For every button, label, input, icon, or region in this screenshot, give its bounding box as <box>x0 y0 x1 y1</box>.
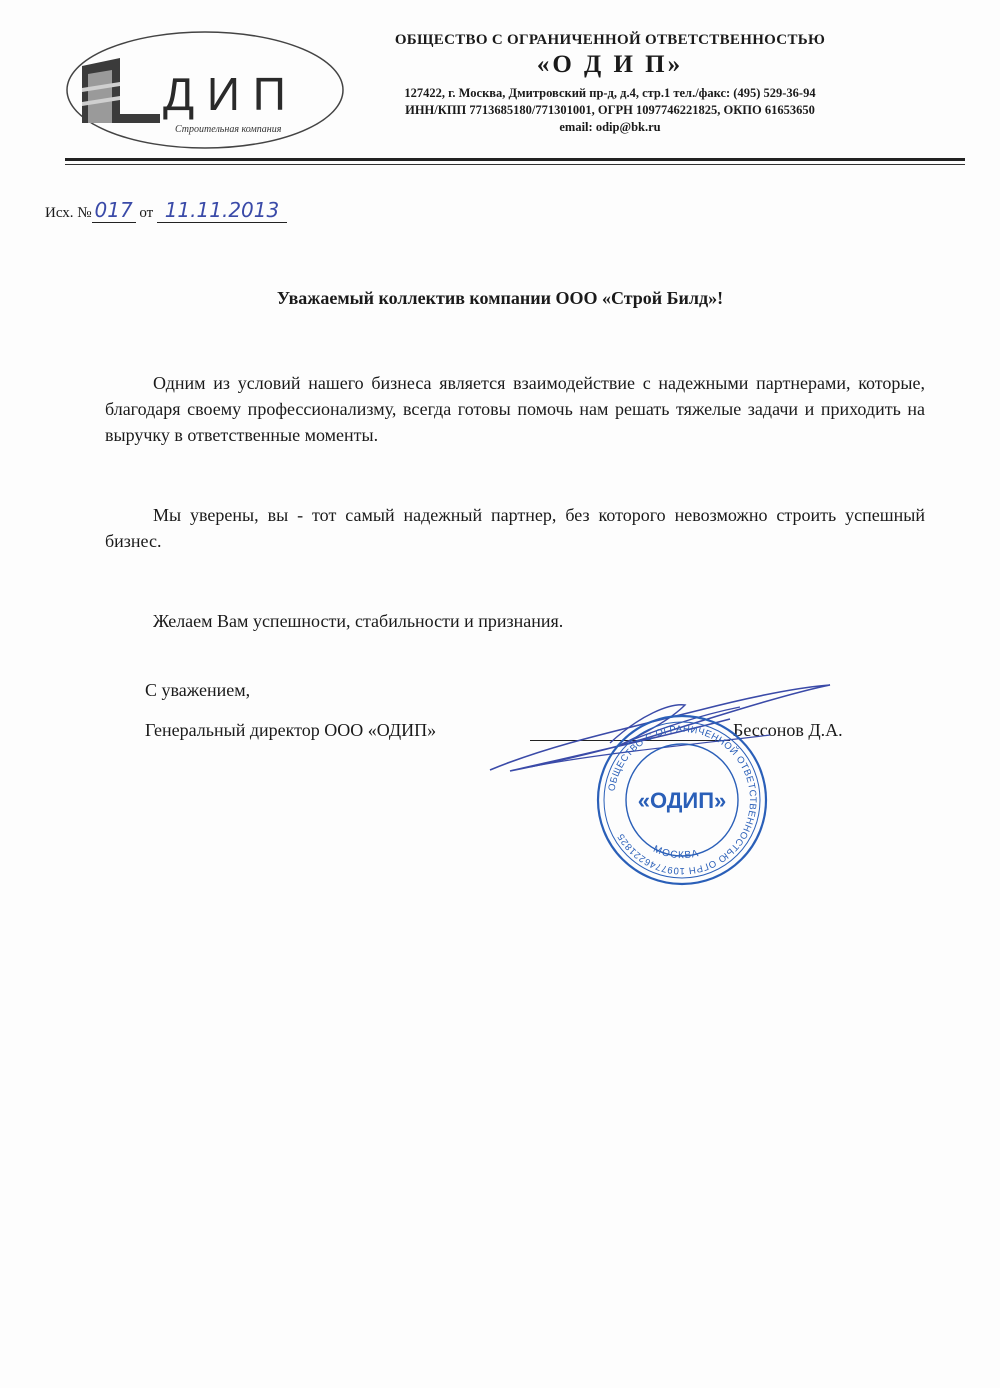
closing-regards: С уважением, <box>145 680 251 700</box>
company-legal-form: ОБЩЕСТВО С ОГРАНИЧЕННОЙ ОТВЕТСТВЕННОСТЬЮ <box>394 32 826 48</box>
reference-date: 11.11.2013 <box>164 198 280 222</box>
header-rule-thin <box>65 164 965 165</box>
closing-position: Генеральный директор ООО «ОДИП» <box>145 720 437 740</box>
letter-paragraph-2: Мы уверены, вы - тот самый надежный партнер, без которого невозможно строить успешный бизнес. <box>105 505 925 551</box>
logo-letters: Д И П <box>163 68 286 120</box>
svg-text:МОСКВА <box>652 844 701 861</box>
company-requisites: ИНН/КПП 7713685180/771301001, ОГРН 1097746221825, ОКПО 61653650 <box>405 103 815 117</box>
company-name: «О Д И П» <box>536 51 684 78</box>
reference-prefix: Исх. № <box>45 205 92 221</box>
stamp-city: МОСКВА <box>651 843 701 862</box>
stamp-ring-text: ОБЩЕСТВО С ОГРАНИЧЕННОЙ ОТВЕТСТВЕННОСТЬЮ ОГРН 1097746221825 <box>606 723 759 877</box>
letter-paragraph-1: Одним из условий нашего бизнеса является взаимодействие с надежными партнерами, которые, благодаря своему профессионализму, всегда готовы помочь нам решать тяжелые задачи и приходить на выручку в ответственные моменты. <box>105 373 925 445</box>
letter-paragraph-3: Желаем Вам успешности, стабильности и признания. <box>153 611 564 631</box>
company-email: email: odip@bk.ru <box>559 120 661 134</box>
stamp-center-name: «ОДИП» <box>637 788 727 813</box>
company-stamp <box>592 710 772 890</box>
logo-caption: Строительная компания <box>175 124 282 135</box>
company-logo <box>60 28 350 153</box>
outgoing-reference <box>45 198 287 223</box>
header-rule-thick <box>65 158 965 161</box>
reference-number: 017 <box>94 198 133 222</box>
reference-date-prefix: от <box>139 205 154 221</box>
letter-greeting: Уважаемый коллектив компании ООО «Строй Билд»! <box>276 288 724 308</box>
signer-name: Бессонов Д.А. <box>733 720 843 740</box>
company-header <box>330 32 890 136</box>
company-address: 127422, г. Москва, Дмитровский пр-д, д.4, стр.1 тел./факс: (495) 529-36-94 <box>404 86 816 100</box>
